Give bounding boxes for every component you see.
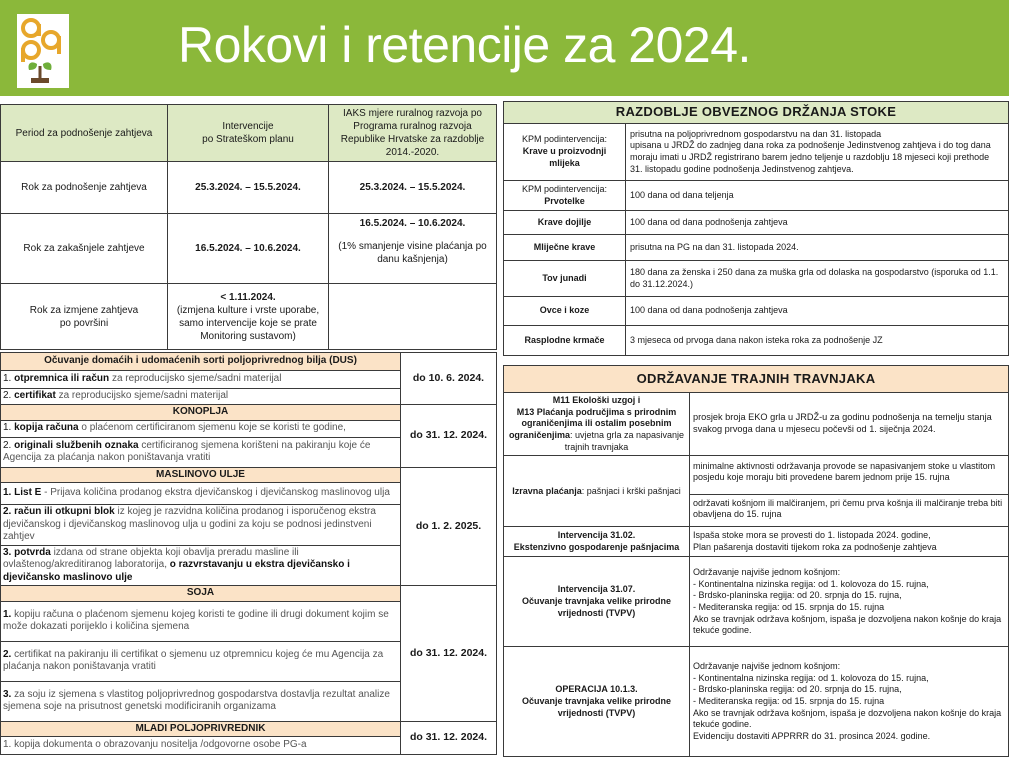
soja-date: do 31. 12. 2024. [401, 586, 497, 722]
row-text [690, 527, 1009, 557]
row-text-content: Ispaša stoke mora se provesti do 1. listopada 2024. godine, Plan pašarenja dostaviti tijekom roka za podnošenje zahtjeva [693, 530, 937, 552]
soja-item-1 [1, 601, 401, 641]
item-bold: kopija računa [14, 422, 79, 434]
table-header-row [1, 105, 497, 162]
row-text: 100 dana od dana podnošenja zahtjeva [626, 297, 1009, 326]
item-bold: originali službenih oznaka [14, 439, 139, 451]
dus-item-1 [1, 371, 401, 389]
row-strategic: 16.5.2024. – 10.6.2024. [168, 214, 329, 284]
table-row [504, 393, 1009, 456]
row-text-1: minimalne aktivnosti održavanja provode se napasivanjem stoke u vlastitom posjedu koje moraju biti provedene barem jednom prije 15. rujna [690, 459, 1008, 495]
dus-date: do 10. 6. 2024. [401, 353, 497, 405]
row-label [504, 647, 690, 757]
table-row [504, 235, 1009, 261]
item-text: iz kojeg je razvidna količina prodanog i isporučenog ekstra djevičanskog i djevičanskog maslinovog ulja u godini za koju se podnosi jedinstveni zahtjev [3, 506, 376, 542]
konoplja-date: do 31. 12. 2024. [401, 405, 497, 468]
row-text [690, 557, 1009, 647]
label-bold: OPERACIJA 10.1.3. Očuvanje travnjaka velike prirodne vrijednosti (TVPV) [521, 684, 672, 718]
maslinovo-date: do 1. 2. 2025. [401, 467, 497, 586]
row-iaks-date: 16.5.2024. – 10.6.2024. [359, 218, 466, 229]
row-label [504, 527, 690, 557]
table-row [504, 181, 1009, 211]
label-rest: : uvjetna grla za napasivanje trajnih travnjaka [564, 430, 685, 452]
table-row [1, 162, 497, 214]
row-label: Krave dojilje [504, 211, 626, 235]
item-bold: 3. potvrda [3, 546, 51, 558]
table-row [504, 326, 1009, 356]
row-text: 100 dana od dana podnošenja zahtjeva [626, 211, 1009, 235]
item-text: za soju iz sjemena s vlastitog poljoprivrednog gospodarstva dostavlja rezultat analize sjemena soje na prisutnost genetski modificiranih organizama [3, 688, 390, 712]
section-row [1, 721, 497, 737]
col-strategic [168, 105, 329, 162]
label-top: KPM podintervencija: [521, 134, 608, 145]
row-label [1, 284, 168, 350]
table-row [504, 557, 1009, 647]
mladi-date: do 31. 12. 2024. [401, 721, 497, 755]
label-bold: Intervencija 31.07. Očuvanje travnjaka velike prirodne vrijednosti (TVPV) [521, 584, 672, 618]
item-text: o plaćenom certificiranom sjemenu koje se koristi te godine, [81, 422, 346, 434]
col-iaks: IAKS mjere ruralnog razvoja po Programa ruralnog razvoja Republike Hrvatske za razdoblje 2014.-2020. [329, 105, 497, 162]
row-iaks: 25.3.2024. – 15.5.2024. [329, 162, 497, 214]
konoplja-item-2 [1, 437, 401, 467]
row-label-text: Rok za izmjene zahtjeva po površini [29, 304, 139, 329]
section-row [1, 586, 497, 602]
row-iaks [329, 214, 497, 284]
item-bold: otpremnica ili račun [14, 373, 110, 385]
dus-item-2 [1, 389, 401, 405]
konoplja-item-1 [1, 420, 401, 437]
item-text: za reproducijsko sjeme/sadni materijal [58, 390, 229, 402]
table-row [504, 124, 1009, 181]
grassland-title: ODRŽAVANJE TRAJNIH TRAVNJAKA [504, 366, 1009, 393]
item-num: 3. [3, 688, 12, 700]
item-num: 1. [3, 422, 12, 434]
maslinovo-item-2 [1, 505, 401, 546]
section-row [1, 353, 497, 371]
section-mladi: MLADI POLJOPRIVREDNIK [1, 721, 401, 737]
table-row [504, 647, 1009, 757]
section-konoplja: KONOPLJA [1, 405, 401, 421]
row-text: prosjek broja EKO grla u JRDŽ-u za godinu podnošenja na temelju stanja svakog prvoga dana u mjesecu počevši od 1. siječnja 2024. [690, 393, 1009, 456]
maslinovo-item-1 [1, 483, 401, 505]
table-row [1, 284, 497, 350]
row-text: 180 dana za ženska i 250 dana za muška grla od dolaska na gospodarstvo (isporuka od 1.1. do 31.12.2024.) [626, 261, 1009, 297]
table-header-row [504, 102, 1009, 124]
item-text: certificiranog sjemena korišteni na pakiranju koje će Agencija za plaćanja nakon poništavanja vratiti [3, 439, 371, 463]
section-row [1, 405, 497, 421]
item-text: certifikat na pakiranju ili certifikat o sjemenu uz otpremnicu kojeg će mu Agencija za plaćanja nakon poništavanja vratiti [3, 648, 384, 672]
row-label: Mliječne krave [504, 235, 626, 261]
item-bold: 2. račun ili otkupni blok [3, 506, 115, 517]
col-period: Period za podnošenje zahtjeva [1, 105, 168, 162]
soja-item-3 [1, 681, 401, 721]
page-title: Rokovi i retencije za 2024. [178, 17, 751, 73]
item-num: 1. [3, 373, 12, 385]
item-bold: certifikat [14, 390, 56, 402]
submission-deadlines-table [0, 104, 497, 350]
item-bold: 1. List E [3, 487, 42, 499]
row-iaks [329, 284, 497, 350]
soja-item-2 [1, 641, 401, 681]
item-num: 2. [3, 648, 12, 660]
livestock-title: RAZDOBLJE OBVEZNOG DRŽANJA STOKE [504, 102, 1009, 124]
section-maslinovo: MASLINOVO ULJE [1, 467, 401, 483]
logo-graphic [17, 14, 69, 88]
row-text-content: Održavanje najviše jednom košnjom: - Kontinentalna nizinska regija: od 1. kolovoza do 15. rujna, - Brdsko-planinska regija: od 20. srpnja do 15. rujna, - Mediteranska regija: od 15. srpnja do 15. rujna Ako se travnjak održava košnjom, ispaša je dozvoljena nakon košnje do kraja tekuće godine. Evidenciju dostaviti APPRRR do 31. prosinca 2024. godine. [693, 661, 1002, 742]
section-soja: SOJA [1, 586, 401, 602]
row-strategic-date: < 1.11.2024. [220, 291, 276, 303]
row-label [504, 181, 626, 211]
item-text: izdana od strane objekta koji obavlja preradu masline ili ovlaštenog/akreditiranog laboratorija, [3, 546, 299, 570]
row-text-2: održavati košnjom ili malčiranjem, pri čemu prva košnja ili malčiranje treba biti obavljena do 15. rujna [693, 497, 1003, 520]
label-top: KPM podintervencija: [521, 183, 608, 194]
section-row [1, 467, 497, 483]
table-header-row [504, 366, 1009, 393]
row-label [504, 124, 626, 181]
item-num: 2. [3, 439, 12, 451]
row-text [690, 647, 1009, 757]
col-strategic-label: Intervencije po Strateškom planu [202, 121, 294, 145]
row-label: Rok za zakašnjele zahtjeve [1, 214, 168, 284]
label-bold: Prvotelke [544, 195, 585, 206]
row-label: Ovce i koze [504, 297, 626, 326]
section-dus: Očuvanje domaćih i udomaćenih sorti poljoprivrednog bilja (DUS) [1, 353, 401, 371]
label-bold: M11 Ekološki uzgoj i M13 Plaćanja područjima s prirodnim ograničenjima ili ostalim posebnim ograničenjima [508, 395, 677, 441]
row-label: Tov junadi [504, 261, 626, 297]
mladi-item-1: 1. kopija dokumenta o obrazovanju nositelja /odgovorne osobe PG-a [1, 737, 401, 755]
row-text [690, 456, 1009, 527]
livestock-table [503, 101, 1009, 356]
documents-table [0, 352, 497, 755]
label-bold: Intervencija 31.02. Ekstenzivno gospodarenje pašnjacima [513, 530, 680, 552]
row-label [504, 557, 690, 647]
row-label [504, 456, 690, 527]
row-text-content: prisutna na poljoprivrednom gospodarstvu na dan 31. listopada upisana u JRDŽ do zadnjeg dana roka za podnošenje Jedinstvenog zahtjeva i do tog dana moraju imati u JRDŽ registrirano barem jedno teljenje u razdoblju 18 mjeseci koji prethode 31. listopadu godine podnošenja Jedinstvenog zahtjeva. [630, 128, 991, 174]
header [0, 0, 1009, 98]
row-text-content: Održavanje najviše jednom košnjom: - Kontinentalna nizinska regija: od 1. kolovoza do 15. rujna, - Brdsko-planinska regija: od 20. srpnja do 15. rujna, - Mediteranska regija: od 15. srpnja do 15. rujna Ako se travnjak održava košnjom, ispaša je dozvoljena nakon košnje do kraja tekuće godine. [693, 566, 1002, 636]
item-num: 2. [3, 390, 12, 402]
row-text [626, 124, 1009, 181]
table-row [504, 527, 1009, 557]
item-text: - Prijava količina prodanog ekstra djevičanskog i djevičanskog maslinovog ulja [44, 487, 390, 499]
row-text: 100 dana od dana teljenja [626, 181, 1009, 211]
grassland-table [503, 365, 1009, 757]
row-strategic: 25.3.2024. – 15.5.2024. [168, 162, 329, 214]
row-strategic-note: (izmjena kulture i vrste uporabe, samo intervencije koje se prate Monitoring sustavom) [176, 304, 320, 342]
label-bold: Krave u proizvodnji mlijeka [522, 146, 607, 168]
apz-logo-icon [17, 14, 69, 88]
label-rest: : pašnjaci i krški pašnjaci [581, 485, 681, 496]
table-row [504, 261, 1009, 297]
label-bold: Izravna plaćanja [512, 485, 582, 496]
maslinovo-item-3 [1, 545, 401, 586]
item-bold-2: o razvrstavanju u ekstra djevičansko i djevičansko maslinovo ulje [3, 559, 350, 583]
table-row [504, 297, 1009, 326]
table-row [1, 214, 497, 284]
row-label [504, 393, 690, 456]
item-text: za reproducijsko sjeme/sadni materijal [111, 373, 282, 385]
row-iaks-note: (1% smanjenje visine plaćanja po danu kašnjenja) [338, 241, 487, 265]
item-num: 1. [3, 608, 12, 620]
row-label: Rasplodne krmače [504, 326, 626, 356]
row-label: Rok za podnošenje zahtjeva [1, 162, 168, 214]
row-strategic [168, 284, 329, 350]
row-text: 3 mjeseca od prvoga dana nakon isteka roka za podnošenje JZ [626, 326, 1009, 356]
table-row [504, 211, 1009, 235]
table-row [504, 456, 1009, 527]
item-text: kopiju računa o plaćenom sjemenu kojeg koristi te godine ili drugi dokument kojim se može dokazati porijeklo i količina sjemena [3, 608, 389, 632]
row-text: prisutna na PG na dan 31. listopada 2024. [626, 235, 1009, 261]
